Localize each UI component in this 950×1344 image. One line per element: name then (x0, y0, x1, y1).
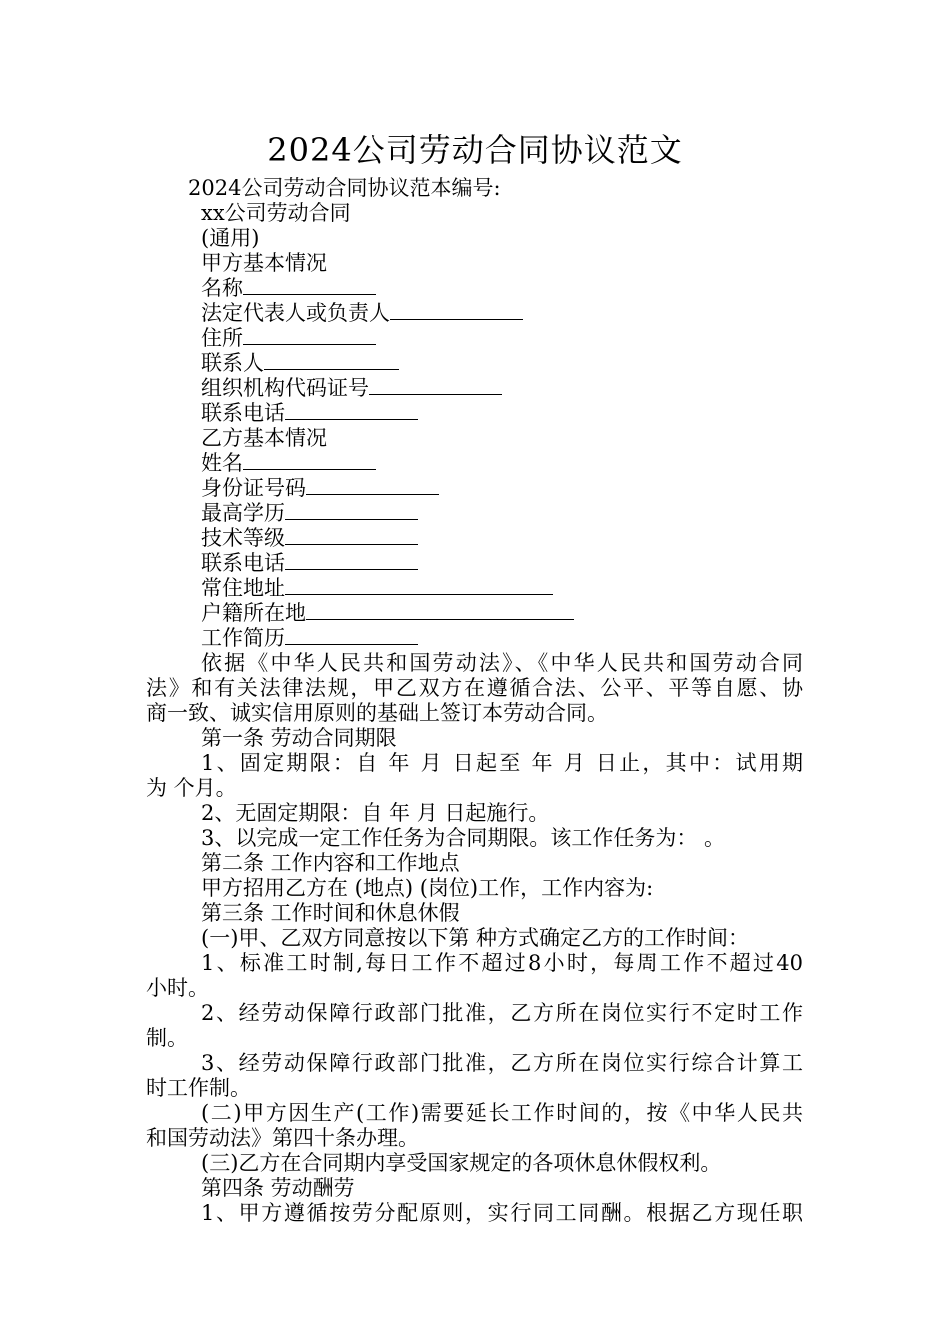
field-label: 联系人 (201, 351, 264, 375)
article-2-title: 第二条 工作内容和工作地点 (201, 851, 460, 875)
blank-line[interactable] (243, 326, 376, 345)
field-phone-a (201, 401, 418, 426)
basis-paragraph-line-2: 法》和有关法律法规，甲乙双方在遵循合法、公平、平等自愿、协 (146, 676, 803, 700)
basis-paragraph-line-3: 商一致、诚实信用原则的基础上签订本劳动合同。 (146, 701, 608, 725)
blank-line[interactable] (285, 576, 553, 595)
field-label: 最高学历 (201, 501, 285, 525)
field-legal-representative (201, 301, 523, 326)
article-3-title: 第三条 工作时间和休息休假 (201, 901, 460, 925)
contract-number-line: 2024公司劳动合同协议范本编号: (188, 176, 501, 200)
field-label: 身份证号码 (201, 476, 306, 500)
article-1-item-1-line-1: 1、固定期限：自 年 月 日起至 年 月 日止，其中：试用期 (201, 751, 803, 775)
blank-line[interactable] (243, 276, 376, 295)
field-label: 法定代表人或负责人 (201, 301, 390, 325)
blank-line[interactable] (285, 401, 418, 420)
blank-line[interactable] (306, 601, 574, 620)
article-3-item-2-line-2: 和国劳动法》第四十条办理。 (146, 1126, 419, 1150)
field-id-number (201, 476, 439, 501)
field-label: 组织机构代码证号 (201, 376, 369, 400)
blank-line[interactable] (369, 376, 502, 395)
basis-paragraph-line-1: 依据《中华人民共和国劳动法》、《中华人民共和国劳动合同 (201, 651, 803, 675)
field-household (201, 601, 574, 626)
field-label: 名称 (201, 276, 243, 300)
party-a-heading: 甲方基本情况 (201, 251, 327, 275)
article-1-item-2: 2、无固定期限：自 年 月 日起施行。 (201, 801, 550, 825)
article-1-item-1-line-2: 为 个月。 (146, 776, 237, 800)
article-3-item-1-2-line-2: 制。 (146, 1026, 188, 1050)
article-4-item-1-line-1: 1、甲方遵循按劳分配原则，实行同工同酬。根据乙方现任职 (201, 1201, 803, 1225)
field-skill-level (201, 526, 418, 551)
field-label: 技术等级 (201, 526, 285, 550)
article-3-item-1-3-line-2: 时工作制。 (146, 1076, 251, 1100)
field-resume (201, 626, 418, 651)
general-note-line: (通用) (201, 226, 260, 250)
company-contract-line: xx公司劳动合同 (201, 201, 351, 225)
article-3-item-1-1-line-2: 小时。 (146, 976, 209, 1000)
blank-line[interactable] (285, 551, 418, 570)
field-education (201, 501, 418, 526)
article-2-item-1: 甲方招用乙方在 (地点) (岗位)工作，工作内容为: (201, 876, 654, 900)
party-b-heading: 乙方基本情况 (201, 426, 327, 450)
article-3-item-1-2-line-1: 2、经劳动保障行政部门批准，乙方所在岗位实行不定时工作 (201, 1001, 803, 1025)
blank-line[interactable] (306, 476, 439, 495)
field-residence (201, 576, 553, 601)
field-address (201, 326, 376, 351)
article-3-item-3: (三)乙方在合同期内享受国家规定的各项休息休假权利。 (201, 1151, 722, 1175)
blank-line[interactable] (390, 301, 523, 320)
field-full-name (201, 451, 376, 476)
article-4-title: 第四条 劳动酬劳 (201, 1176, 355, 1200)
article-1-title: 第一条 劳动合同期限 (201, 726, 397, 750)
field-phone-b (201, 551, 418, 576)
blank-line[interactable] (264, 351, 399, 370)
article-1-item-3: 3、以完成一定工作任务为合同期限。该工作任务为： 。 (201, 826, 726, 850)
blank-line[interactable] (243, 451, 376, 470)
article-3-item-1-1-line-1: 1、标准工时制,每日工作不超过8小时，每周工作不超过40 (201, 951, 803, 975)
field-label: 户籍所在地 (201, 601, 306, 625)
field-label: 常住地址 (201, 576, 285, 600)
article-3-item-1-3-line-1: 3、经劳动保障行政部门批准，乙方所在岗位实行综合计算工 (201, 1051, 803, 1075)
document-title: 2024公司劳动合同协议范文 (267, 131, 683, 169)
blank-line[interactable] (285, 526, 418, 545)
field-label: 姓名 (201, 451, 243, 475)
field-contact-person (201, 351, 399, 376)
field-name (201, 276, 376, 301)
field-label: 工作简历 (201, 626, 285, 650)
field-label: 联系电话 (201, 401, 285, 425)
article-3-item-1: (一)甲、乙双方同意按以下第 种方式确定乙方的工作时间： (201, 926, 750, 950)
blank-line[interactable] (285, 626, 418, 645)
blank-line[interactable] (285, 501, 418, 520)
article-3-item-2-line-1: (二)甲方因生产(工作)需要延长工作时间的，按《中华人民共 (201, 1101, 803, 1125)
field-label: 住所 (201, 326, 243, 350)
field-org-code (201, 376, 502, 401)
field-label: 联系电话 (201, 551, 285, 575)
